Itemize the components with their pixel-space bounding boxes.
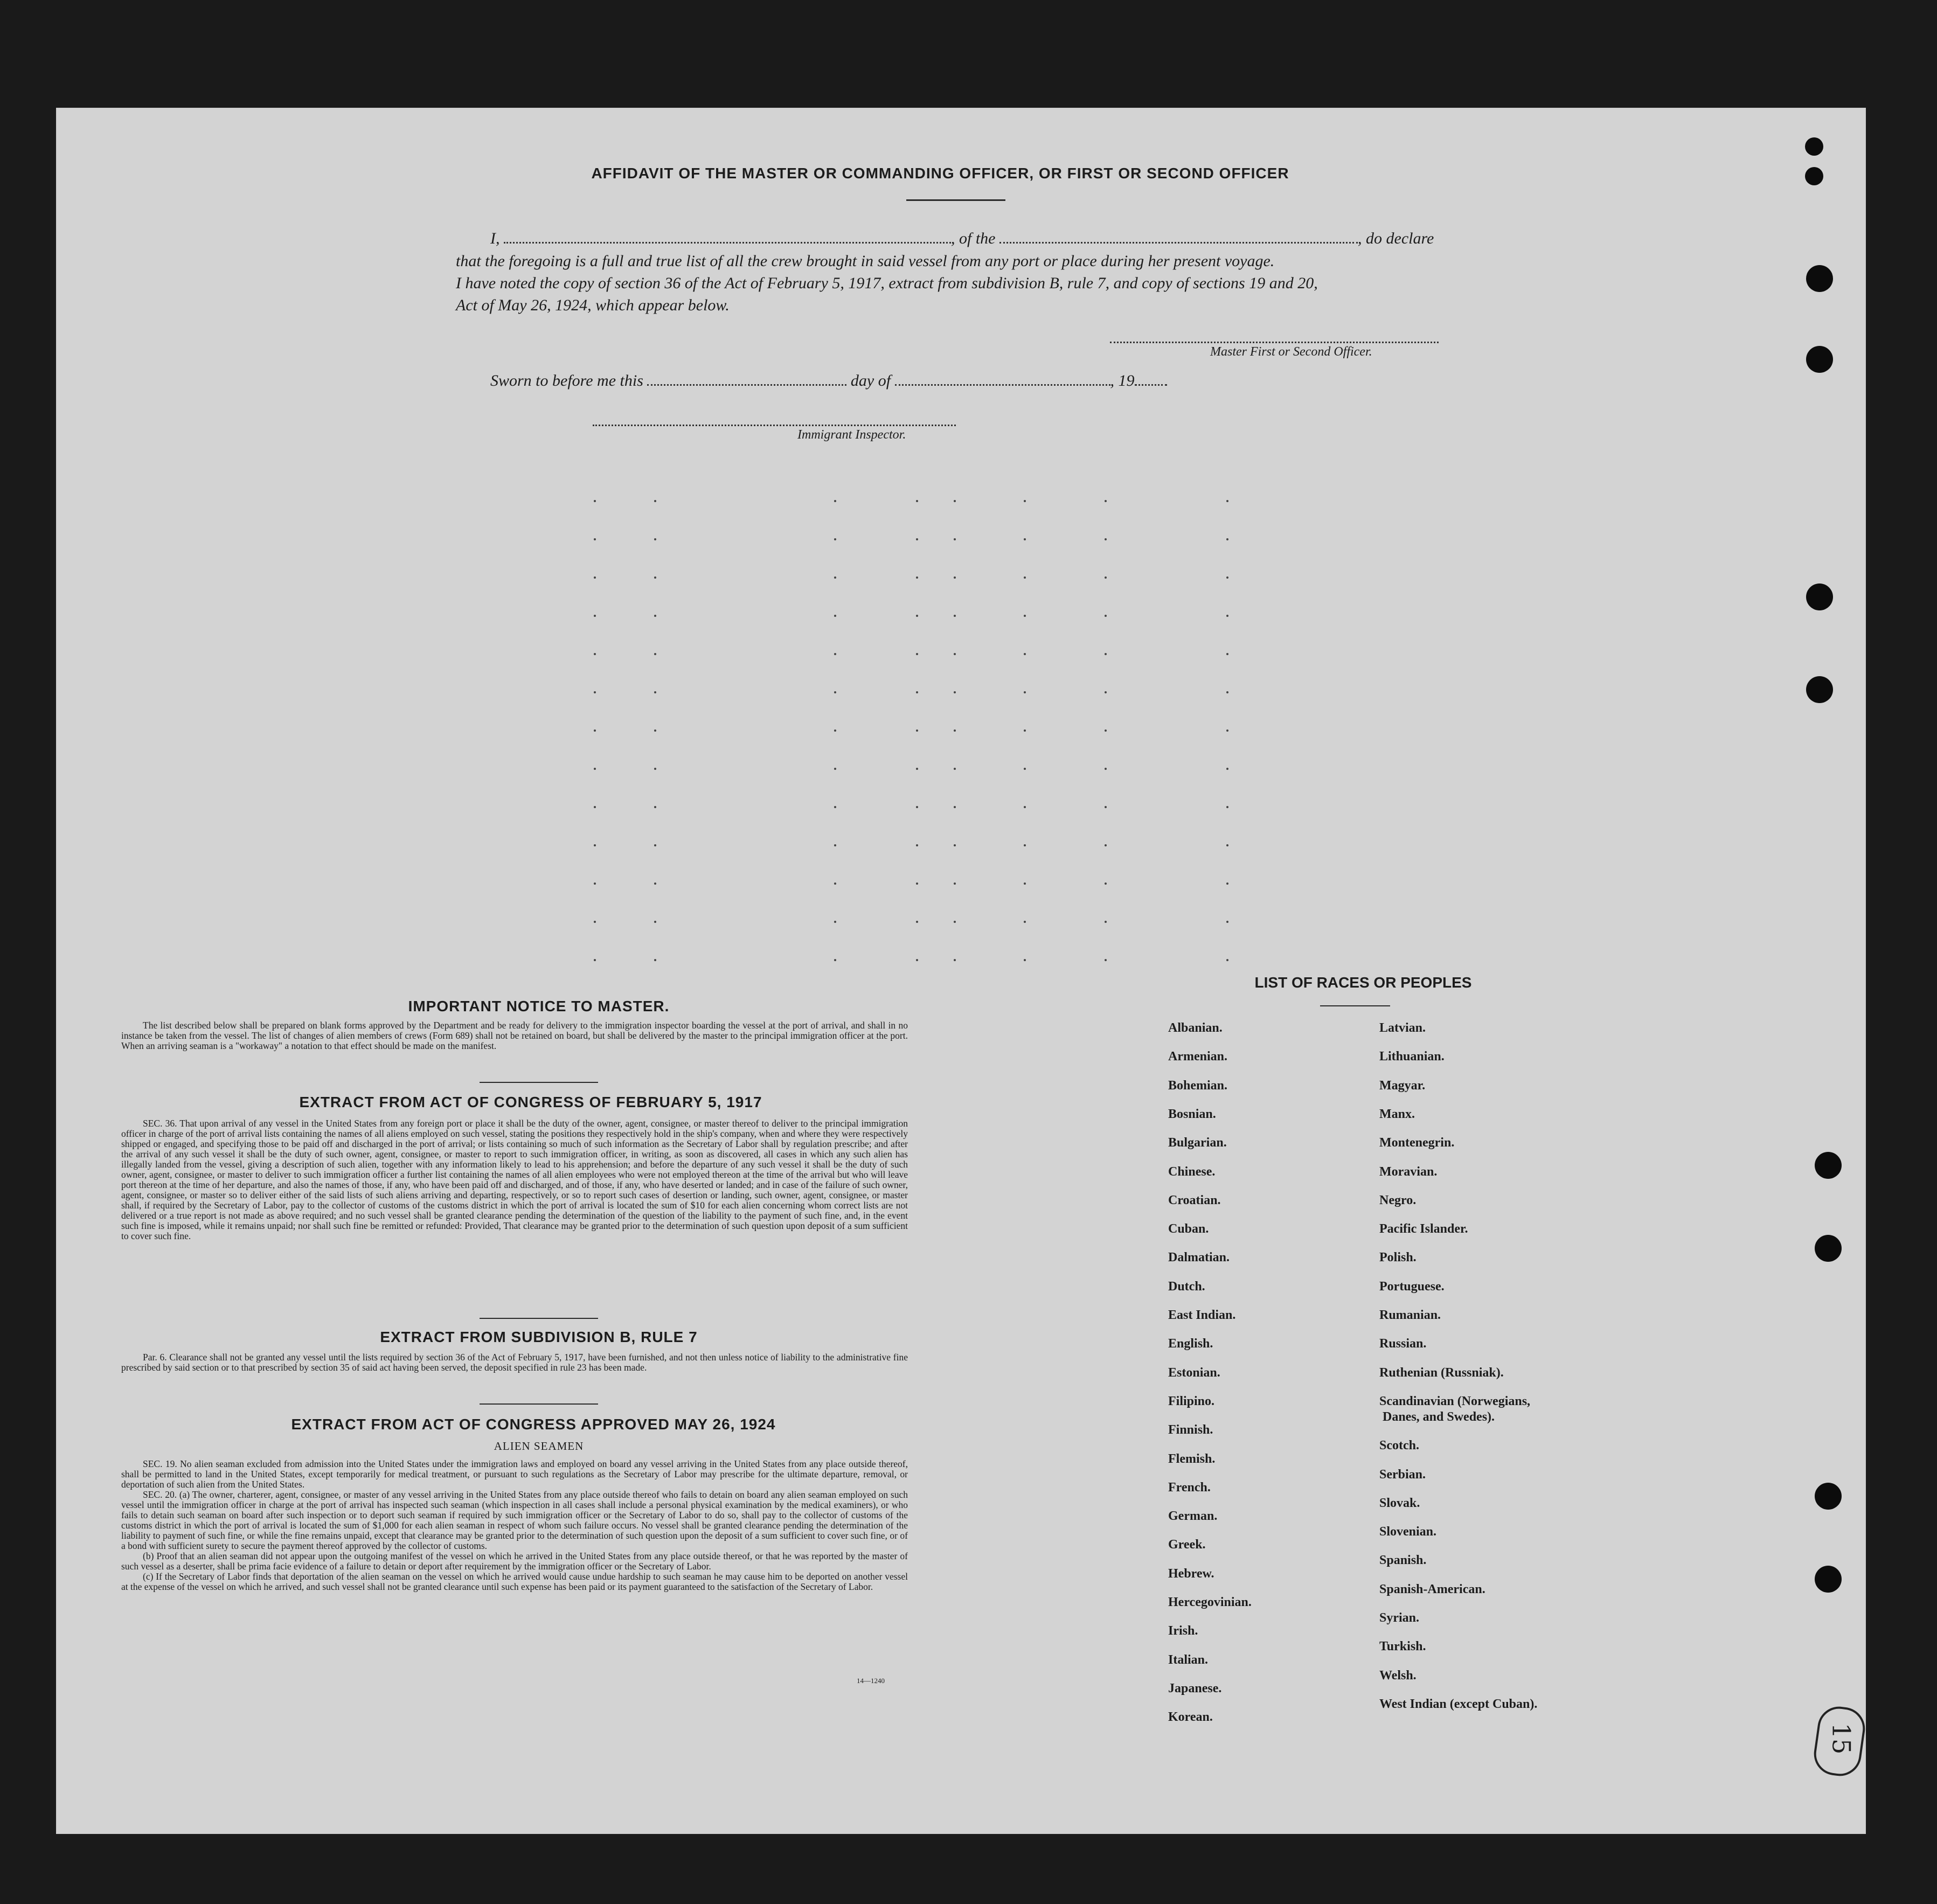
column-dot [916, 844, 918, 846]
race-item: Greek. [1168, 1538, 1206, 1552]
race-item: Italian. [1168, 1652, 1209, 1667]
column-dot [1226, 729, 1228, 732]
column-dot [1226, 882, 1228, 885]
column-dot [1024, 806, 1026, 808]
notice-text: The list described below shall be prepared on blank forms approved by the Department and be ready for delivery to the immigration inspector boarding the vessel at the port of arrival, and shall in no instance be taken from the vessel. The list of changes of alien members of crews (Form 689) shall not be retained on board, but shall be delivered by the master to the principal immigration officer at the port. When an arriving seaman is a "workaway" a notation to that effect should be made on the manifest. [121, 1020, 908, 1051]
sworn-label: Sworn to before me this [490, 372, 643, 390]
extract-1924-title: EXTRACT FROM ACT OF CONGRESS APPROVED MAY 26, 1924 [291, 1416, 776, 1433]
column-dot [654, 959, 656, 961]
inspector-label: Immigrant Inspector. [797, 428, 906, 442]
races-underline [1320, 1005, 1390, 1006]
punch-hole [1806, 346, 1833, 373]
name-field[interactable] [504, 242, 951, 244]
declaration-line-4: Act of May 26, 1924, which appear below. [456, 296, 730, 314]
column-dot [954, 806, 956, 808]
extract-1924-body [121, 1459, 908, 1592]
declaration-line-2: that the foregoing is a full and true list of all the crew brought in said vessel from any port or place during her present voyage. [456, 252, 1275, 270]
column-dot [916, 615, 918, 617]
inspector-signature-line[interactable] [593, 425, 956, 426]
column-dot [654, 691, 656, 693]
form-number: 14—1240 [857, 1677, 885, 1685]
column-dot [1024, 729, 1026, 732]
race-item: West Indian (except Cuban). [1379, 1697, 1538, 1711]
column-dot [1105, 729, 1107, 732]
column-dot [654, 844, 656, 846]
race-item: Manx. [1379, 1107, 1415, 1121]
race-item: Hercegovinian. [1168, 1595, 1252, 1609]
race-item: German. [1168, 1509, 1218, 1524]
signature-label: Master First or Second Officer. [1210, 345, 1372, 359]
column-dot [654, 500, 656, 502]
notice-body [121, 1020, 908, 1051]
column-dot [954, 576, 956, 579]
column-dot [1105, 538, 1107, 540]
column-dot [654, 653, 656, 655]
column-dot [834, 615, 836, 617]
race-item: Magyar. [1379, 1078, 1426, 1093]
column-dot [654, 768, 656, 770]
column-dot [1105, 500, 1107, 502]
race-item: Serbian. [1379, 1467, 1426, 1482]
race-item: Pacific Islander. [1379, 1222, 1468, 1236]
column-dot [1226, 653, 1228, 655]
column-dot [594, 882, 596, 885]
divider [480, 1403, 598, 1405]
column-dot [654, 806, 656, 808]
rule7-title: EXTRACT FROM SUBDIVISION B, RULE 7 [380, 1329, 698, 1345]
race-item: Moravian. [1379, 1164, 1438, 1179]
column-dot [916, 538, 918, 540]
column-dot [1105, 691, 1107, 693]
column-dot [1105, 921, 1107, 923]
races-title: LIST OF RACES OR PEOPLES [1254, 974, 1472, 991]
race-item: Japanese. [1168, 1681, 1222, 1695]
punch-hole [1806, 583, 1833, 610]
day-of-label: day of [850, 372, 891, 390]
title-underline [906, 199, 1005, 201]
column-dot [1105, 615, 1107, 617]
section-20c-text: (c) If the Secretary of Labor finds that deportation of the alien seaman on the vessel on which he arrived would cause undue hardship to such seaman he may cause him to be deported on another vessel at the expense of the vessel on which he arrived, and such vessel shall not be granted clearance until such expense has been paid or its payment guaranteed to the satisfaction of the Secretary of Labor. [121, 1571, 908, 1592]
column-dot [594, 959, 596, 961]
race-item: Estonian. [1168, 1365, 1220, 1380]
section-20a-text: SEC. 20. (a) The owner, charterer, agent, consignee, or master of any vessel arriving in the United States from any place outside thereof who fails to detain on board any alien seaman employed on such vessel until the immigration officer in charge at the port of arrival has inspected such seaman (which inspection in all cases shall include a personal physical examination by the medical examiners), or who fails to detain such seaman on board after such inspection or to deport such seaman if required by such immigration officer or the Secretary of Labor to do so, shall pay to the collector of customs of the customs district in which the port of arrival is located the sum of $1,000 for each alien seaman in respect of whom such failure occurs. No vessel shall be granted clearance pending the determination of the liability to payment of such fine, or while the fine remains unpaid, except that clearance may be granted prior to the determination of such question upon the deposit of a sum sufficient to cover such fine, or of a bond with sufficient surety to secure the payment thereof approved by the collector of customs. [121, 1489, 908, 1551]
punch-hole [1815, 1152, 1842, 1179]
column-dot [954, 615, 956, 617]
column-dot [1024, 844, 1026, 846]
column-dot [1024, 882, 1026, 885]
race-item: Slovenian. [1379, 1525, 1437, 1539]
column-dot [916, 882, 918, 885]
column-dot [1024, 538, 1026, 540]
column-dot [654, 538, 656, 540]
race-item: Syrian. [1379, 1611, 1420, 1625]
of-the-label: , of the [951, 230, 996, 247]
race-item: Slovak. [1379, 1496, 1420, 1510]
race-item: Spanish. [1379, 1553, 1427, 1568]
column-dot [1024, 500, 1026, 502]
sworn-month-field[interactable] [895, 384, 1110, 386]
i-label: I, [490, 230, 500, 247]
column-dot [594, 653, 596, 655]
column-dot [916, 500, 918, 502]
column-dot [834, 768, 836, 770]
page-number: 15 [1827, 1722, 1856, 1755]
column-dot [834, 500, 836, 502]
section-19-text: SEC. 19. No alien seaman excluded from admission into the United States under the immigration laws and employed on board any vessel arriving in the United States from any place outside thereof, shall be permitted to land in the United States, except temporarily for medical treatment, or pursuant to such regulations as the Secretary of Labor may prescribe for the ultimate departure, removal, or deportation of such alien from the United States. [121, 1458, 908, 1490]
race-item: Bulgarian. [1168, 1136, 1227, 1150]
race-item: Armenian. [1168, 1050, 1227, 1064]
column-dot [1105, 768, 1107, 770]
column-dot [834, 921, 836, 923]
punch-hole [1805, 167, 1823, 185]
punch-hole [1815, 1235, 1842, 1262]
race-item: Danes, and Swedes). [1383, 1410, 1495, 1424]
column-dot [916, 768, 918, 770]
column-dot [594, 921, 596, 923]
column-dot [1024, 615, 1026, 617]
race-item: Bohemian. [1168, 1078, 1228, 1093]
column-dot [916, 959, 918, 961]
paragraph-6-text: Par. 6. Clearance shall not be granted any vessel until the lists required by section 36 of the Act of February 5, 1917, have been furnished, and not then unless notice of liability to the administrative fine prescribed by said section or to that prescribed by section 35 of said act having been served, the deposit specified in rule 23 has been made. [121, 1352, 908, 1373]
column-dot [1226, 844, 1228, 846]
column-dot [834, 538, 836, 540]
column-dot [594, 768, 596, 770]
race-item: Scandinavian (Norwegians, [1379, 1394, 1531, 1408]
notice-title: IMPORTANT NOTICE TO MASTER. [408, 998, 670, 1014]
section-36-text: SEC. 36. That upon arrival of any vessel in the United States from any foreign port or place it shall be the duty of the owner, agent, consignee, or master thereof to deliver to the principal immigration officer in charge of the port of arrival lists containing the names of all aliens employed on such vessel, stating the positions they respectively hold in the ship's company, when and where they were respectively shipped or engaged, and specifying those to be paid off and discharged in the port of arrival; or lists containing so much of such information as the Secretary of Labor shall by regulation prescribe; and after the arrival of any such vessel it shall be the duty of such owner, agent, consignee, or master to report to such immigration officer, in writing, as soon as discovered, all cases in which any such alien has illegally landed from the vessel, giving a description of such alien, together with any information likely to lead to his apprehension; and before the departure of any such vessel it shall be the duty of such owner, agent, consignee, or master to deliver to such immigration officer a further list containing the names of all alien employees who were not employed thereon at the time of the arrival but who will leave port thereon at the time of her departure, and also the names of those, if any, who have been paid off and discharged, and of those, if any, who have deserted or landed; and in case of the failure of such owner, agent, consignee, or master so to deliver either of the said lists of such aliens arriving and departing, respectively, or so to report such cases of desertion or landing, such owner, agent, consignee, or master shall, if required by the Secretary of Labor, pay to the collector of customs of the customs district in which the port of arrival is located the sum of $10 for each alien concerning whom correct lists are not delivered or a true report is not made as above required; and no such vessel shall be granted clearance pending the determination of the question of the liability to the payment of such fine, and, in the event such fine is imposed, while it remains unpaid; nor shall such fine be remitted or refunded: Provided, That clearance may be granted prior to the determination of such question upon deposit of a sum sufficient to cover such fine. [121, 1118, 908, 1241]
column-dot [916, 691, 918, 693]
column-dot [1024, 653, 1026, 655]
alien-seamen-subtitle: ALIEN SEAMEN [494, 1440, 584, 1453]
race-item: Scotch. [1379, 1439, 1419, 1453]
column-dot [1105, 959, 1107, 961]
race-item: Chinese. [1168, 1164, 1216, 1179]
race-item: Dutch. [1168, 1279, 1205, 1294]
race-item: French. [1168, 1480, 1211, 1495]
column-dot [1105, 882, 1107, 885]
race-item: Turkish. [1379, 1639, 1426, 1654]
column-dot [594, 538, 596, 540]
race-item: Korean. [1168, 1710, 1213, 1725]
column-dot [834, 959, 836, 961]
column-dot [954, 768, 956, 770]
column-dot [834, 729, 836, 732]
sworn-day-field[interactable] [647, 384, 846, 386]
column-dot [1226, 691, 1228, 693]
race-item: Dalmatian. [1168, 1250, 1230, 1265]
race-item: Polish. [1379, 1250, 1417, 1265]
column-dot [954, 921, 956, 923]
divider [480, 1082, 598, 1083]
do-declare-label: , do declare [1358, 230, 1434, 247]
column-dot [834, 576, 836, 579]
race-item: Finnish. [1168, 1423, 1213, 1437]
year-prefix: , 19 [1110, 372, 1135, 390]
column-dot [1024, 768, 1026, 770]
column-dot [954, 500, 956, 502]
column-dot [834, 806, 836, 808]
declaration-line-1 [490, 227, 1460, 250]
column-dot [954, 653, 956, 655]
column-dot [834, 691, 836, 693]
race-item: Welsh. [1379, 1668, 1417, 1683]
column-dot [954, 959, 956, 961]
race-item: Lithuanian. [1379, 1050, 1445, 1064]
column-dot [954, 691, 956, 693]
punch-hole [1815, 1483, 1842, 1510]
rule7-body [121, 1352, 908, 1373]
divider [480, 1318, 598, 1319]
sworn-year-field[interactable] [1135, 384, 1167, 386]
column-dot [1226, 500, 1228, 502]
race-item: Filipino. [1168, 1394, 1215, 1408]
column-dot [1024, 921, 1026, 923]
column-dot [1226, 959, 1228, 961]
race-item: Latvian. [1379, 1021, 1426, 1035]
race-item: Portuguese. [1379, 1279, 1445, 1294]
column-dot [1226, 615, 1228, 617]
column-dot [594, 615, 596, 617]
column-dot [654, 615, 656, 617]
column-dot [916, 729, 918, 732]
column-dot [954, 882, 956, 885]
race-item: Irish. [1168, 1624, 1198, 1638]
column-dot [594, 729, 596, 732]
column-dot [1105, 576, 1107, 579]
column-dot [916, 653, 918, 655]
column-dot [654, 576, 656, 579]
race-item: Rumanian. [1379, 1308, 1441, 1322]
column-dot [1226, 576, 1228, 579]
signature-line[interactable] [1110, 342, 1439, 343]
extract-1917-title: EXTRACT FROM ACT OF CONGRESS OF FEBRUARY 5, 1917 [299, 1094, 762, 1110]
column-dot [834, 882, 836, 885]
race-item: East Indian. [1168, 1308, 1236, 1322]
race-item: Cuban. [1168, 1222, 1209, 1236]
column-dot [1024, 959, 1026, 961]
extract-1917-body [121, 1118, 908, 1241]
column-dot [1226, 921, 1228, 923]
race-item: Montenegrin. [1379, 1136, 1455, 1150]
column-dot [594, 844, 596, 846]
punch-hole [1805, 137, 1823, 156]
column-dot [1105, 806, 1107, 808]
race-item: Bosnian. [1168, 1107, 1216, 1121]
punch-hole [1806, 676, 1833, 703]
column-dot [954, 844, 956, 846]
race-item: Ruthenian (Russniak). [1379, 1365, 1504, 1380]
race-item: Albanian. [1168, 1021, 1223, 1035]
column-dot [1226, 538, 1228, 540]
column-dot [954, 538, 956, 540]
race-item: Hebrew. [1168, 1566, 1214, 1581]
column-dot [654, 882, 656, 885]
column-dot [916, 576, 918, 579]
affidavit-title: AFFIDAVIT OF THE MASTER OR COMMANDING OFFICER, OR FIRST OR SECOND OFFICER [591, 165, 1289, 182]
race-item: Spanish-American. [1379, 1582, 1485, 1596]
column-dot [1105, 653, 1107, 655]
column-dot [834, 653, 836, 655]
column-dot [1024, 576, 1026, 579]
column-dot [1226, 806, 1228, 808]
column-dot [916, 806, 918, 808]
column-dot [594, 691, 596, 693]
race-item: Negro. [1379, 1193, 1417, 1207]
column-dot [594, 500, 596, 502]
column-dot [1105, 844, 1107, 846]
column-dot [654, 729, 656, 732]
column-dot [954, 729, 956, 732]
declaration-line-3: I have noted the copy of section 36 of the Act of February 5, 1917, extract from subdivision B, rule 7, and copy of sections 19 and 20, [456, 274, 1318, 292]
vessel-field[interactable] [999, 242, 1358, 244]
column-dot [1024, 691, 1026, 693]
sworn-line [490, 370, 1245, 392]
race-item: Croatian. [1168, 1193, 1221, 1207]
column-dot [594, 576, 596, 579]
race-item: English. [1168, 1337, 1213, 1351]
section-20b-text: (b) Proof that an alien seaman did not appear upon the outgoing manifest of the vessel on which he arrived in the United States from any place outside thereof, or that he was reported by the master of such vessel as a deserter, shall be prima facie evidence of a failure to detain or deport after requirement by the immigration officer or the Secretary of Labor. [121, 1551, 908, 1572]
column-dot [1226, 768, 1228, 770]
race-item: Russian. [1379, 1337, 1427, 1351]
race-item: Flemish. [1168, 1451, 1216, 1466]
column-dot [834, 844, 836, 846]
column-dot [916, 921, 918, 923]
column-dot [594, 806, 596, 808]
punch-hole [1815, 1566, 1842, 1593]
column-dot [654, 921, 656, 923]
punch-hole [1806, 265, 1833, 292]
